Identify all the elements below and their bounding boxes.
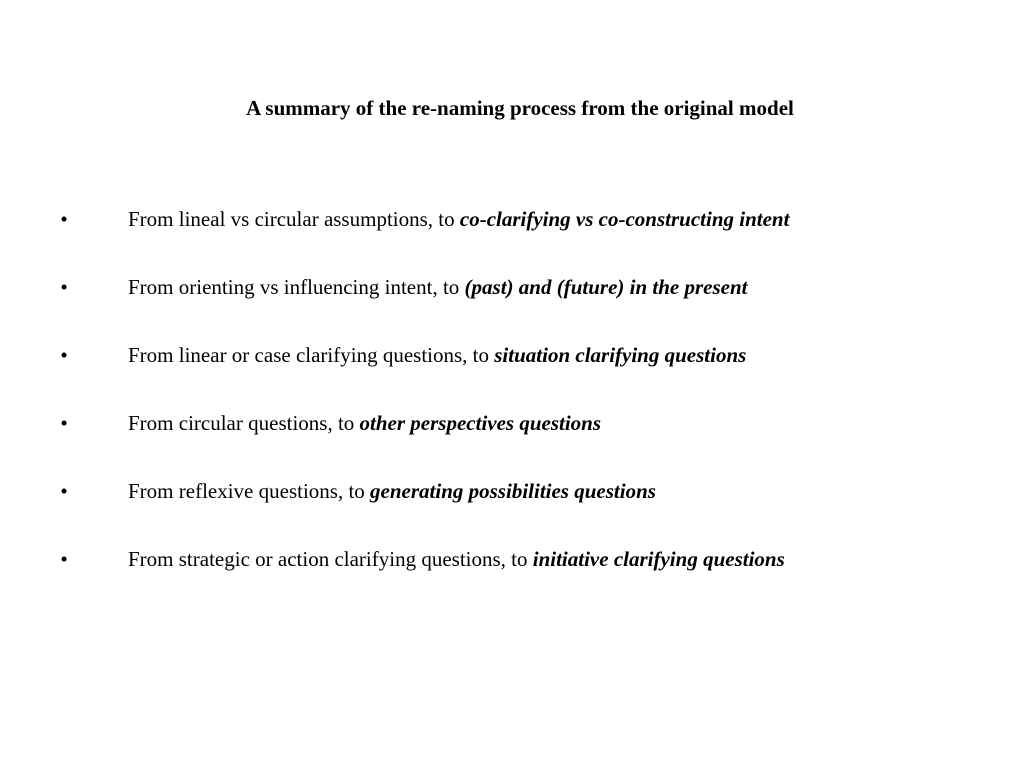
bullet-emphasis: co-clarifying vs co-constructing intent xyxy=(459,207,790,231)
bullet-marker: • xyxy=(60,547,68,571)
bullet-list xyxy=(0,204,1024,612)
bullet-prefix: From orienting vs influencing intent, to xyxy=(128,275,465,299)
bullet-item xyxy=(0,204,1024,272)
slide-title: A summary of the re-naming process from the original model xyxy=(246,96,794,120)
bullet-prefix: From lineal vs circular assumptions, to xyxy=(128,207,460,231)
bullet-item xyxy=(0,272,1024,340)
bullet-text xyxy=(128,340,746,370)
bullet-item xyxy=(0,408,1024,476)
bullet-emphasis: generating possibilities questions xyxy=(370,479,656,503)
bullet-prefix: From linear or case clarifying questions, to xyxy=(128,343,495,367)
bullet-prefix: From strategic or action clarifying questions, to xyxy=(128,547,533,571)
bullet-text xyxy=(128,408,601,438)
bullet-marker: • xyxy=(60,275,68,299)
bullet-item xyxy=(0,544,1024,612)
bullet-marker: • xyxy=(60,207,68,231)
bullet-text xyxy=(128,272,747,302)
bullet-prefix: From circular questions, to xyxy=(128,411,360,435)
bullet-prefix: From reflexive questions, to xyxy=(128,479,371,503)
bullet-marker: • xyxy=(60,411,68,435)
bullet-text xyxy=(128,204,789,234)
bullet-marker: • xyxy=(60,479,68,503)
bullet-emphasis: other perspectives questions xyxy=(359,411,602,435)
bullet-emphasis: (past) and (future) in the present xyxy=(464,275,748,299)
bullet-item xyxy=(0,476,1024,544)
bullet-text xyxy=(128,544,785,574)
bullet-emphasis: situation clarifying questions xyxy=(494,343,747,367)
bullet-marker: • xyxy=(60,343,68,367)
bullet-emphasis: initiative clarifying questions xyxy=(532,547,785,571)
bullet-item xyxy=(0,340,1024,408)
bullet-text xyxy=(128,476,656,506)
